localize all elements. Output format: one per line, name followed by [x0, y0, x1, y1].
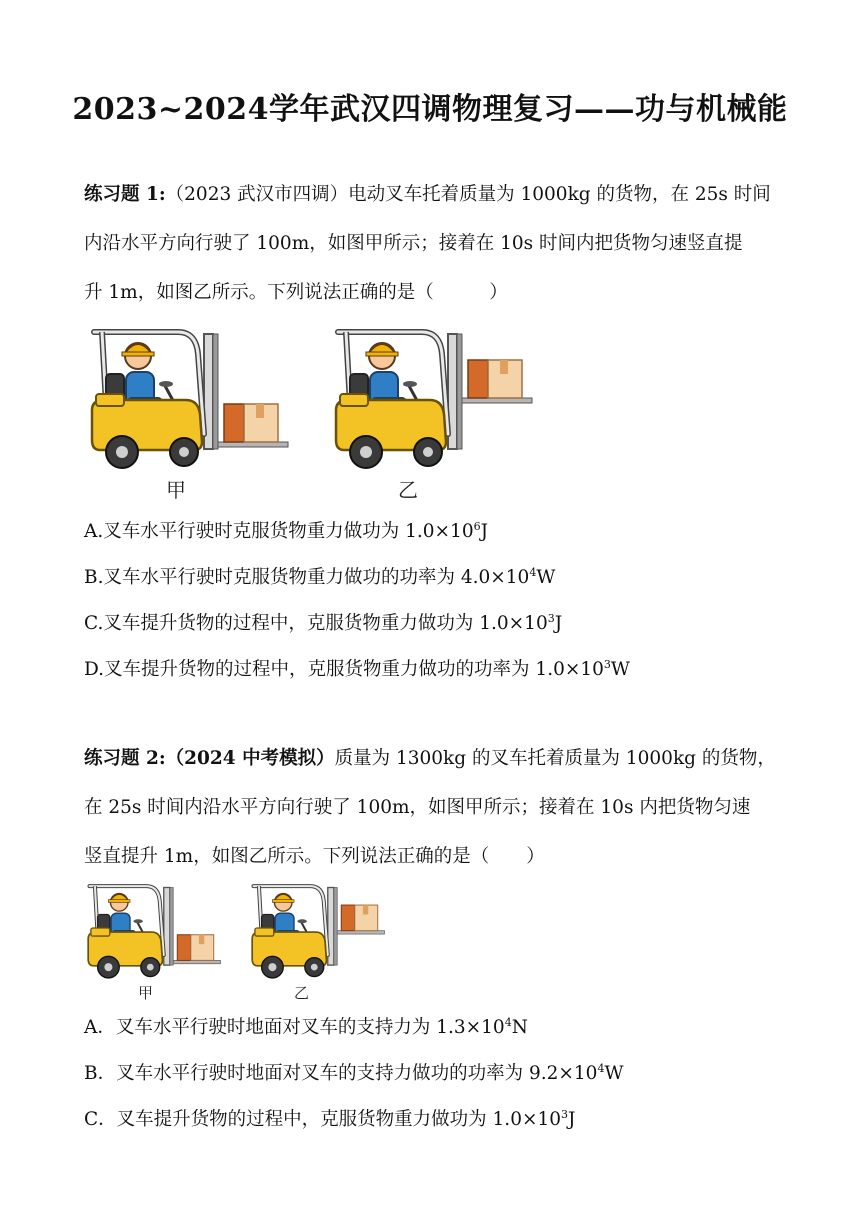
- question-1-option-b[interactable]: B.叉车水平行驶时克服货物重力做功的功率为 $4.0\times 10^4W$: [84, 565, 556, 588]
- question-1-option-a[interactable]: A.叉车水平行驶时克服货物重力做功为 $1.0\times 10^6J$: [84, 519, 489, 542]
- figure-label-jia: 甲: [166, 478, 186, 502]
- question-2-line-3: 竖直提升 1m，如图乙所示。下列说法正确的是（ ）: [84, 846, 545, 867]
- figure-label-yi-small: 乙: [294, 984, 310, 1002]
- question-2-stem: [84, 734, 784, 881]
- figure-label-jia-small: 甲: [138, 984, 154, 1002]
- question-2-label: 练习题 2:: [84, 748, 166, 769]
- question-2-option-b[interactable]: B．叉车水平行驶时地面对叉车的支持力做功的功率为 $9.2\times 10^4W$: [84, 1061, 624, 1084]
- forklift-figure-yi-small: [248, 874, 390, 982]
- question-1-line-3: 升 1m，如图乙所示。下列说法正确的是（ ）: [84, 282, 508, 303]
- question-2-option-a[interactable]: A．叉车水平行驶时地面对叉车的支持力为 $1.3\times 10^4N$: [84, 1015, 528, 1038]
- question-2-line-2: 在 25s 时间内沿水平方向行驶了 100m，如图甲所示；接着在 10s 内把货物匀速: [84, 797, 751, 818]
- question-2-option-c[interactable]: C．叉车提升货物的过程中，克服货物重力做功为 $1.0\times 10^3J$: [84, 1107, 576, 1130]
- question-1-label: 练习题 1:: [84, 184, 166, 205]
- question-1-option-c[interactable]: C.叉车提升货物的过程中，克服货物重力做功为 $1.0\times 10^3J$: [84, 611, 563, 634]
- forklift-figure-jia-small: [84, 874, 226, 982]
- question-2-source: （2024 中考模拟）: [165, 748, 335, 769]
- question-1-line-1: （2023 武汉市四调）电动叉车托着质量为 1000kg 的货物，在 25s 时间: [165, 184, 771, 205]
- question-2-line-1: 质量为 1300kg 的叉车托着质量为 1000kg 的货物，: [334, 748, 776, 769]
- forklift-figure-yi: [330, 314, 540, 474]
- question-1-line-2: 内沿水平方向行驶了 100m，如图甲所示；接着在 10s 时间内把货物匀速竖直提: [84, 233, 743, 254]
- forklift-figure-jia: [86, 314, 296, 474]
- page-title: 2023~2024学年武汉四调物理复习——功与机械能: [72, 92, 788, 127]
- figure-label-yi: 乙: [398, 478, 418, 502]
- question-1-option-d[interactable]: D.叉车提升货物的过程中，克服货物重力做功的功率为 $1.0\times 10^3W$: [84, 657, 630, 680]
- question-1-stem: [84, 170, 784, 317]
